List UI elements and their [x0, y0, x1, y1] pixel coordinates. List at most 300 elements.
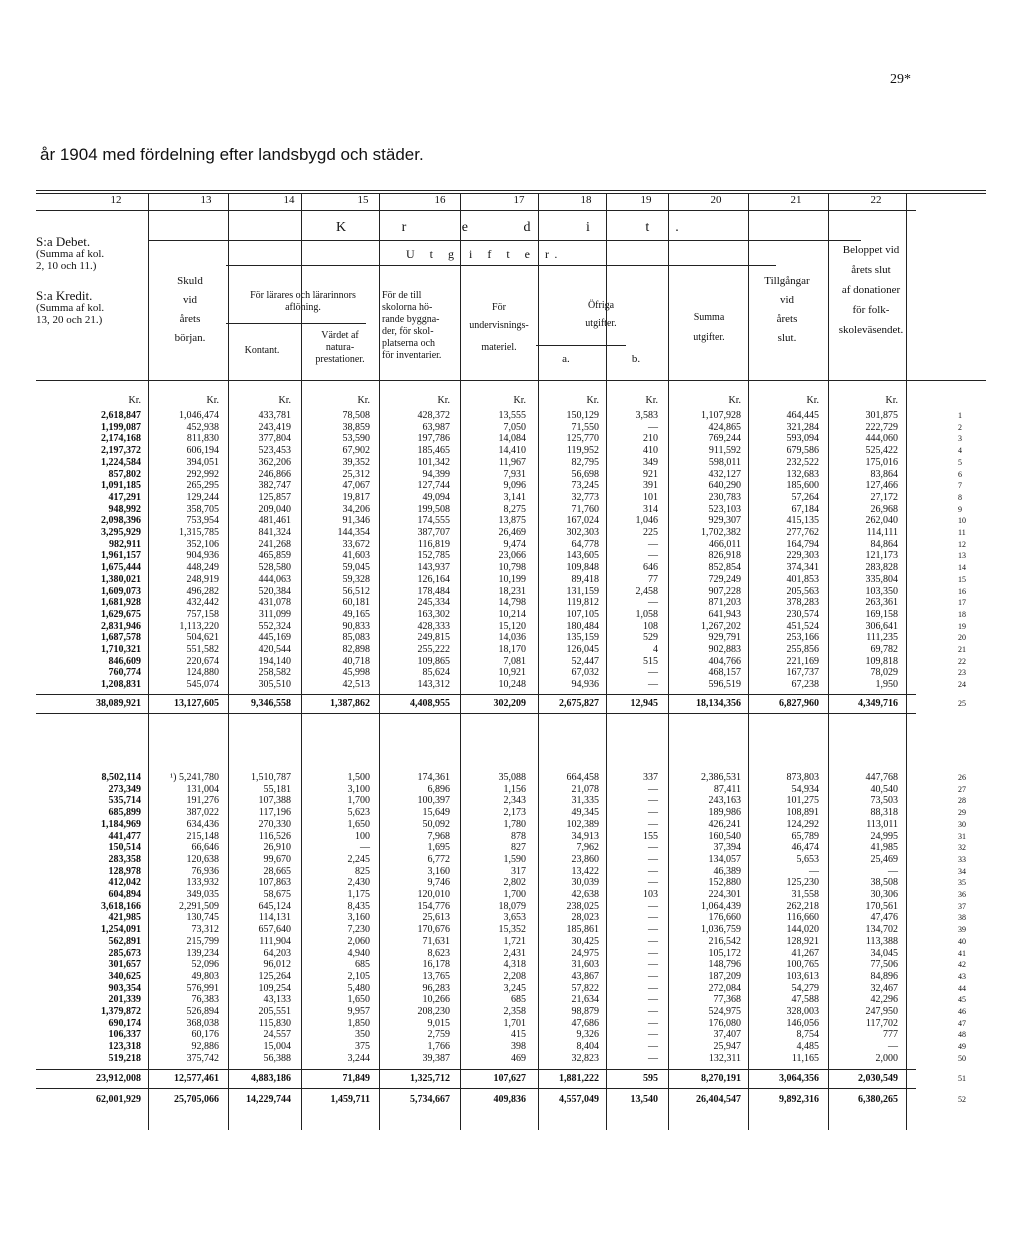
table-cell: —: [648, 679, 658, 691]
table-cell: 375,742: [186, 1052, 219, 1064]
table-cell: 39,352: [342, 456, 370, 468]
table-cell: 14,229,744: [246, 1093, 291, 1105]
row-number: 23: [958, 668, 966, 678]
table-cell: 14,084: [498, 433, 526, 445]
table-cell: 433,781: [258, 410, 291, 421]
table-cell: 852,854: [708, 562, 741, 574]
table-cell: 904,936: [186, 550, 219, 562]
header-text: vid: [779, 294, 795, 306]
table-cell: 3,100: [347, 783, 370, 795]
table-cell: 1,380,021: [101, 573, 141, 585]
table-cell: 103,350: [865, 585, 898, 597]
table-cell: 114,111: [866, 527, 898, 538]
column-number: 20: [710, 194, 722, 206]
table-cell: 24,995: [870, 830, 898, 842]
table-cell: 7,968: [427, 830, 450, 842]
row-number: 3: [958, 434, 962, 444]
table-cell: 1,107,928: [701, 410, 741, 421]
table-cell: —: [648, 959, 658, 971]
table-cell: 46,474: [791, 842, 819, 854]
table-cell: 25,705,066: [174, 1093, 219, 1105]
header-col-16: [382, 290, 460, 362]
table-cell: 222,729: [865, 421, 898, 433]
table-cell: 10,798: [498, 562, 526, 574]
table-cell: 133,932: [186, 877, 219, 889]
table-cell: 113,011: [866, 818, 898, 830]
table-cell: 431,078: [258, 597, 291, 609]
table-cell: 8,275: [503, 503, 526, 515]
table-cell: 12,945: [630, 697, 658, 709]
table-cell: 428,333: [417, 620, 450, 632]
row-number: 38: [958, 913, 966, 923]
table-cell: 107,105: [566, 608, 599, 620]
table-cell: 26,404,547: [696, 1093, 741, 1105]
header-kredit: K r e d i t.: [336, 220, 705, 235]
table-cell: 2,105: [347, 970, 370, 982]
table-cell: 114,131: [258, 912, 291, 924]
table-cell: 60,176: [191, 1029, 219, 1041]
table-cell: 6,827,960: [779, 697, 819, 709]
table-cell: 263,361: [865, 597, 898, 609]
column-number: 16: [434, 194, 446, 206]
table-cell: 255,222: [417, 644, 450, 655]
column-number: 21: [790, 194, 802, 206]
table-cell: 42,638: [571, 889, 599, 900]
table-cell: 180,484: [566, 620, 599, 632]
table-cell: 11,967: [498, 456, 526, 468]
table-cell: —: [648, 538, 658, 550]
table-cell: 8,404: [576, 1041, 599, 1053]
table-cell: 846,609: [108, 655, 141, 667]
table-cell: 25,613: [422, 912, 450, 924]
table-cell: —: [648, 667, 658, 679]
table-cell: 131,004: [186, 783, 219, 795]
table-cell: 415: [511, 1029, 526, 1041]
currency-label: Kr.: [357, 395, 370, 406]
header-rule: [148, 240, 861, 241]
table-cell: 1,379,872: [101, 1006, 141, 1017]
table-cell: 18,231: [498, 585, 526, 597]
table-cell: 91,346: [342, 515, 370, 527]
table-cell: 115,830: [258, 1017, 291, 1029]
table-cell: 130,745: [186, 912, 219, 924]
table-cell: 34,913: [571, 830, 599, 842]
column-rule: [748, 193, 749, 1130]
table-cell: —: [648, 924, 658, 936]
table-cell: 401,853: [786, 573, 819, 585]
table-cell: 519,218: [108, 1052, 141, 1064]
table-cell: 39,387: [422, 1052, 450, 1064]
table-cell: 606,194: [186, 445, 219, 457]
table-cell: 89,418: [571, 573, 599, 585]
table-cell: 525,422: [865, 445, 898, 457]
table-cell: 225: [643, 527, 658, 538]
table-cell: 249,815: [417, 632, 450, 644]
table-cell: 13,127,605: [174, 697, 219, 709]
table-cell: 1,687,578: [101, 632, 141, 644]
table-cell: 102,389: [566, 818, 599, 830]
table-cell: 160,540: [708, 830, 741, 842]
table-cell: 108,891: [786, 807, 819, 819]
table-cell: 302,209: [493, 697, 526, 709]
column-rule: [148, 193, 149, 1130]
row-number: 26: [958, 773, 966, 782]
table-cell: 92,886: [191, 1041, 219, 1053]
header-col-15: [302, 330, 378, 366]
table-cell: 9,015: [427, 1017, 450, 1029]
page-number: 29*: [890, 72, 911, 87]
column-rule: [228, 193, 229, 1130]
table-cell: 469: [511, 1052, 526, 1064]
table-cell: 45,998: [342, 667, 370, 679]
table-cell: 441,477: [108, 830, 141, 842]
column-number: 19: [640, 194, 652, 206]
table-cell: 84,864: [870, 538, 898, 550]
header-text: början.: [174, 332, 206, 344]
table-cell: 301,875: [865, 410, 898, 421]
table-cell: 9,746: [427, 877, 450, 889]
table-cell: 150,129: [566, 410, 599, 421]
table-cell: 551,582: [186, 644, 219, 655]
table-cell: 646: [643, 562, 658, 574]
row-number: 39: [958, 925, 966, 935]
currency-label: Kr.: [806, 395, 819, 406]
table-cell: 424,865: [708, 421, 741, 433]
table-cell: 46,389: [713, 865, 741, 877]
column-rule: [906, 193, 907, 1130]
row-number: 11: [958, 528, 966, 537]
table-cell: 5,653: [796, 853, 819, 865]
row-number: 28: [958, 796, 966, 806]
table-cell: 67,184: [791, 503, 819, 515]
table-cell: 1,500: [347, 772, 370, 783]
table-cell: 32,773: [571, 491, 599, 503]
table-cell: 827: [511, 842, 526, 854]
table-cell: 119,952: [566, 445, 599, 457]
table-cell: 3,618,166: [101, 900, 141, 912]
table-cell: 452,938: [186, 421, 219, 433]
table-cell: 415,135: [786, 515, 819, 527]
table-cell: 878: [511, 830, 526, 842]
table-cell: 49,803: [191, 970, 219, 982]
table-cell: ¹) 5,241,780: [170, 772, 219, 783]
table-cell: 230,783: [708, 491, 741, 503]
row-number: 6: [958, 469, 962, 479]
header-utgifter: U t g i f t e r.: [406, 247, 564, 261]
table-cell: 66,646: [191, 842, 219, 854]
table-cell: 4,349,716: [858, 697, 898, 709]
table-cell: 42,513: [342, 679, 370, 691]
table-cell: 911,592: [708, 445, 741, 457]
table-cell: 2,343: [503, 795, 526, 807]
table-cell: 220,674: [186, 655, 219, 667]
table-cell: 4,485: [796, 1041, 819, 1053]
row-number: 9: [958, 504, 962, 514]
table-cell: 2,173: [503, 807, 526, 819]
table-cell: 871,203: [708, 597, 741, 609]
row-number: 52: [958, 1094, 966, 1104]
header-bottom-rule: [36, 380, 986, 381]
table-cell: 7,230: [347, 924, 370, 936]
table-cell: 1,254,091: [101, 924, 141, 936]
column-number: 15: [357, 194, 369, 206]
table-cell: 328,003: [786, 1006, 819, 1017]
header-col-19: b.: [631, 353, 641, 365]
row-number: 49: [958, 1042, 966, 1052]
header-text: vid: [182, 294, 198, 306]
table-cell: 57,822: [571, 982, 599, 994]
table-cell: 907,228: [708, 585, 741, 597]
table-cell: 3,295,929: [101, 527, 141, 538]
table-cell: 302,303: [566, 527, 599, 538]
table-cell: 55,181: [263, 783, 291, 795]
table-cell: 6,896: [427, 783, 450, 795]
table-cell: 25,947: [713, 1041, 741, 1053]
table-cell: 377,804: [258, 433, 291, 445]
header-text: platserna och: [382, 338, 436, 349]
table-cell: 2,802: [503, 877, 526, 889]
table-cell: 13,540: [630, 1093, 658, 1105]
table-cell: 335,804: [865, 573, 898, 585]
row-number: 14: [958, 563, 966, 573]
table-cell: 1,208,831: [101, 679, 141, 691]
header-text: materiel.: [481, 342, 517, 353]
table-cell: 391: [643, 480, 658, 492]
table-cell: 657,640: [258, 924, 291, 936]
table-cell: 1,091,185: [101, 480, 141, 492]
table-cell: 209,040: [258, 503, 291, 515]
table-cell: 60,181: [342, 597, 370, 609]
table-cell: —: [888, 865, 898, 877]
table-cell: 144,020: [786, 924, 819, 936]
row-number: 1: [958, 411, 962, 420]
header-col-18: a.: [562, 353, 570, 365]
table-cell: —: [648, 550, 658, 562]
table-cell: 1,650: [347, 994, 370, 1006]
table-cell: 52,447: [571, 655, 599, 667]
table-cell: 2,000: [875, 1052, 898, 1064]
table-cell: 1,199,087: [101, 421, 141, 433]
table-cell: 238,025: [566, 900, 599, 912]
table-cell: 8,435: [347, 900, 370, 912]
table-cell: 13,765: [422, 970, 450, 982]
row-number: 36: [958, 890, 966, 899]
table-cell: 189,986: [708, 807, 741, 819]
table-cell: 221,169: [786, 655, 819, 667]
table-cell: 155: [643, 830, 658, 842]
table-cell: 56,388: [263, 1052, 291, 1064]
table-top-rule: [36, 190, 986, 191]
table-cell: —: [648, 982, 658, 994]
table-cell: 38,508: [870, 877, 898, 889]
table-cell: 152,880: [708, 877, 741, 889]
table-cell: 47,067: [342, 480, 370, 492]
table-cell: 49,094: [422, 491, 450, 503]
row-number: 41: [958, 948, 966, 958]
table-cell: 545,074: [186, 679, 219, 691]
table-cell: 14,798: [498, 597, 526, 609]
table-cell: 199,508: [417, 503, 450, 515]
table-cell: 412,042: [108, 877, 141, 889]
table-cell: 106,337: [108, 1029, 141, 1041]
table-cell: 185,600: [786, 480, 819, 492]
table-cell: 67,238: [791, 679, 819, 691]
currency-label: Kr.: [885, 395, 898, 406]
table-cell: 4,940: [347, 947, 370, 959]
table-cell: 394,051: [186, 456, 219, 468]
table-cell: 201,339: [108, 994, 141, 1006]
header-text: Öfriga: [587, 300, 615, 311]
table-cell: 116,819: [417, 538, 450, 550]
table-cell: 125,857: [258, 491, 291, 503]
table-cell: 1,950: [875, 679, 898, 691]
row-number: 13: [958, 551, 966, 561]
table-cell: 8,754: [796, 1029, 819, 1041]
header-col-13: [154, 272, 226, 348]
table-cell: 49,345: [571, 807, 599, 819]
table-cell: 185,861: [566, 924, 599, 936]
table-cell: 3,160: [347, 912, 370, 924]
table-cell: 77,368: [713, 994, 741, 1006]
table-cell: 596,519: [708, 679, 741, 691]
table-cell: —: [360, 842, 370, 854]
table-cell: 321,284: [786, 421, 819, 433]
table-cell: 57,264: [791, 491, 819, 503]
table-cell: 87,411: [713, 783, 741, 795]
table-cell: 47,588: [791, 994, 819, 1006]
header-text: För de till: [382, 290, 422, 301]
table-cell: 529: [643, 632, 658, 644]
table-cell: 515: [643, 655, 658, 667]
table-cell: 205,563: [786, 585, 819, 597]
table-cell: 4,557,049: [559, 1093, 599, 1105]
table-cell: 176,080: [708, 1017, 741, 1029]
table-cell: 679,586: [786, 445, 819, 457]
row-number: 10: [958, 516, 966, 526]
table-cell: 1,315,785: [179, 527, 219, 538]
row-number: 51: [958, 1073, 966, 1083]
table-cell: —: [648, 1041, 658, 1053]
table-cell: 30,306: [870, 889, 898, 900]
table-cell: 30,039: [571, 877, 599, 889]
table-cell: 1,325,712: [410, 1072, 450, 1084]
table-cell: 825: [355, 865, 370, 877]
table-cell: 32,823: [571, 1052, 599, 1064]
table-cell: 170,676: [417, 924, 450, 936]
header-rule: [226, 265, 776, 266]
table-cell: 873,803: [786, 772, 819, 783]
column-rule: [668, 193, 669, 1130]
table-cell: 262,040: [865, 515, 898, 527]
table-cell: 216,542: [708, 935, 741, 947]
table-cell: 729,249: [708, 573, 741, 585]
table-cell: 1,510,787: [251, 772, 291, 783]
table-cell: 10,199: [498, 573, 526, 585]
table-cell: 1,850: [347, 1017, 370, 1029]
table-cell: 187,209: [708, 970, 741, 982]
table-cell: —: [648, 865, 658, 877]
row-number: 27: [958, 784, 966, 794]
table-cell: 197,786: [417, 433, 450, 445]
header-text: 13, 20 och 21.): [36, 314, 103, 326]
table-cell: 929,791: [708, 632, 741, 644]
table-cell: 123,318: [108, 1041, 141, 1053]
header-text: utgifter.: [693, 332, 725, 343]
table-cell: 4,318: [503, 959, 526, 971]
table-cell: 101,275: [786, 795, 819, 807]
column-number: 22: [870, 194, 882, 206]
table-cell: 523,103: [708, 503, 741, 515]
table-cell: 170,561: [865, 900, 898, 912]
table-cell: 205,551: [258, 1006, 291, 1017]
table-cell: 146,056: [786, 1017, 819, 1029]
table-cell: 128,921: [786, 935, 819, 947]
table-cell: 245,334: [417, 597, 450, 609]
table-cell: 76,936: [191, 865, 219, 877]
table-cell: 826,918: [708, 550, 741, 562]
column-rule: [460, 193, 461, 1130]
header-col-18-19: [541, 300, 661, 330]
table-cell: 76,383: [191, 994, 219, 1006]
table-cell: 18,170: [498, 644, 526, 655]
table-cell: 23,860: [571, 853, 599, 865]
table-cell: 47,476: [870, 912, 898, 924]
table-cell: 1,046,474: [179, 410, 219, 421]
header-text: rande byggna-: [382, 314, 440, 325]
table-cell: 8,270,191: [701, 1072, 741, 1084]
currency-label: Kr.: [437, 395, 450, 406]
row-number: 50: [958, 1053, 966, 1063]
header-text: (Summa af kol.: [36, 248, 105, 260]
total-rule: [36, 713, 916, 714]
table-cell: 1,175: [347, 889, 370, 900]
table-cell: 163,302: [417, 608, 450, 620]
table-cell: 191,276: [186, 795, 219, 807]
table-cell: —: [648, 912, 658, 924]
table-cell: 77: [648, 573, 658, 585]
table-cell: —: [809, 865, 819, 877]
table-cell: 277,762: [786, 527, 819, 538]
table-cell: 283,828: [865, 562, 898, 574]
table-cell: 2,030,549: [858, 1072, 898, 1084]
table-cell: 37,394: [713, 842, 741, 854]
table-cell: 109,848: [566, 562, 599, 574]
table-cell: 445,169: [258, 632, 291, 644]
table-cell: 362,206: [258, 456, 291, 468]
table-cell: 144,354: [337, 527, 370, 538]
table-cell: 109,818: [865, 655, 898, 667]
column-rule: [538, 193, 539, 1130]
table-cell: 28,665: [263, 865, 291, 877]
table-cell: 948,992: [108, 503, 141, 515]
row-number: 15: [958, 574, 966, 584]
table-cell: 6,772: [427, 853, 450, 865]
table-cell: 1,710,321: [101, 644, 141, 655]
table-cell: 1,675,444: [101, 562, 141, 574]
table-cell: 229,303: [786, 550, 819, 562]
header-text: Summa: [693, 312, 725, 323]
table-cell: 576,991: [186, 982, 219, 994]
table-cell: 8,623: [427, 947, 450, 959]
table-cell: 374,341: [786, 562, 819, 574]
column-number: 13: [200, 194, 212, 206]
table-cell: 5,623: [347, 807, 370, 819]
header-text: 2, 10 och 11.): [36, 260, 97, 272]
row-number: 22: [958, 656, 966, 666]
table-cell: 685: [511, 994, 526, 1006]
table-cell: 67,902: [342, 445, 370, 457]
table-cell: 47,686: [571, 1017, 599, 1029]
